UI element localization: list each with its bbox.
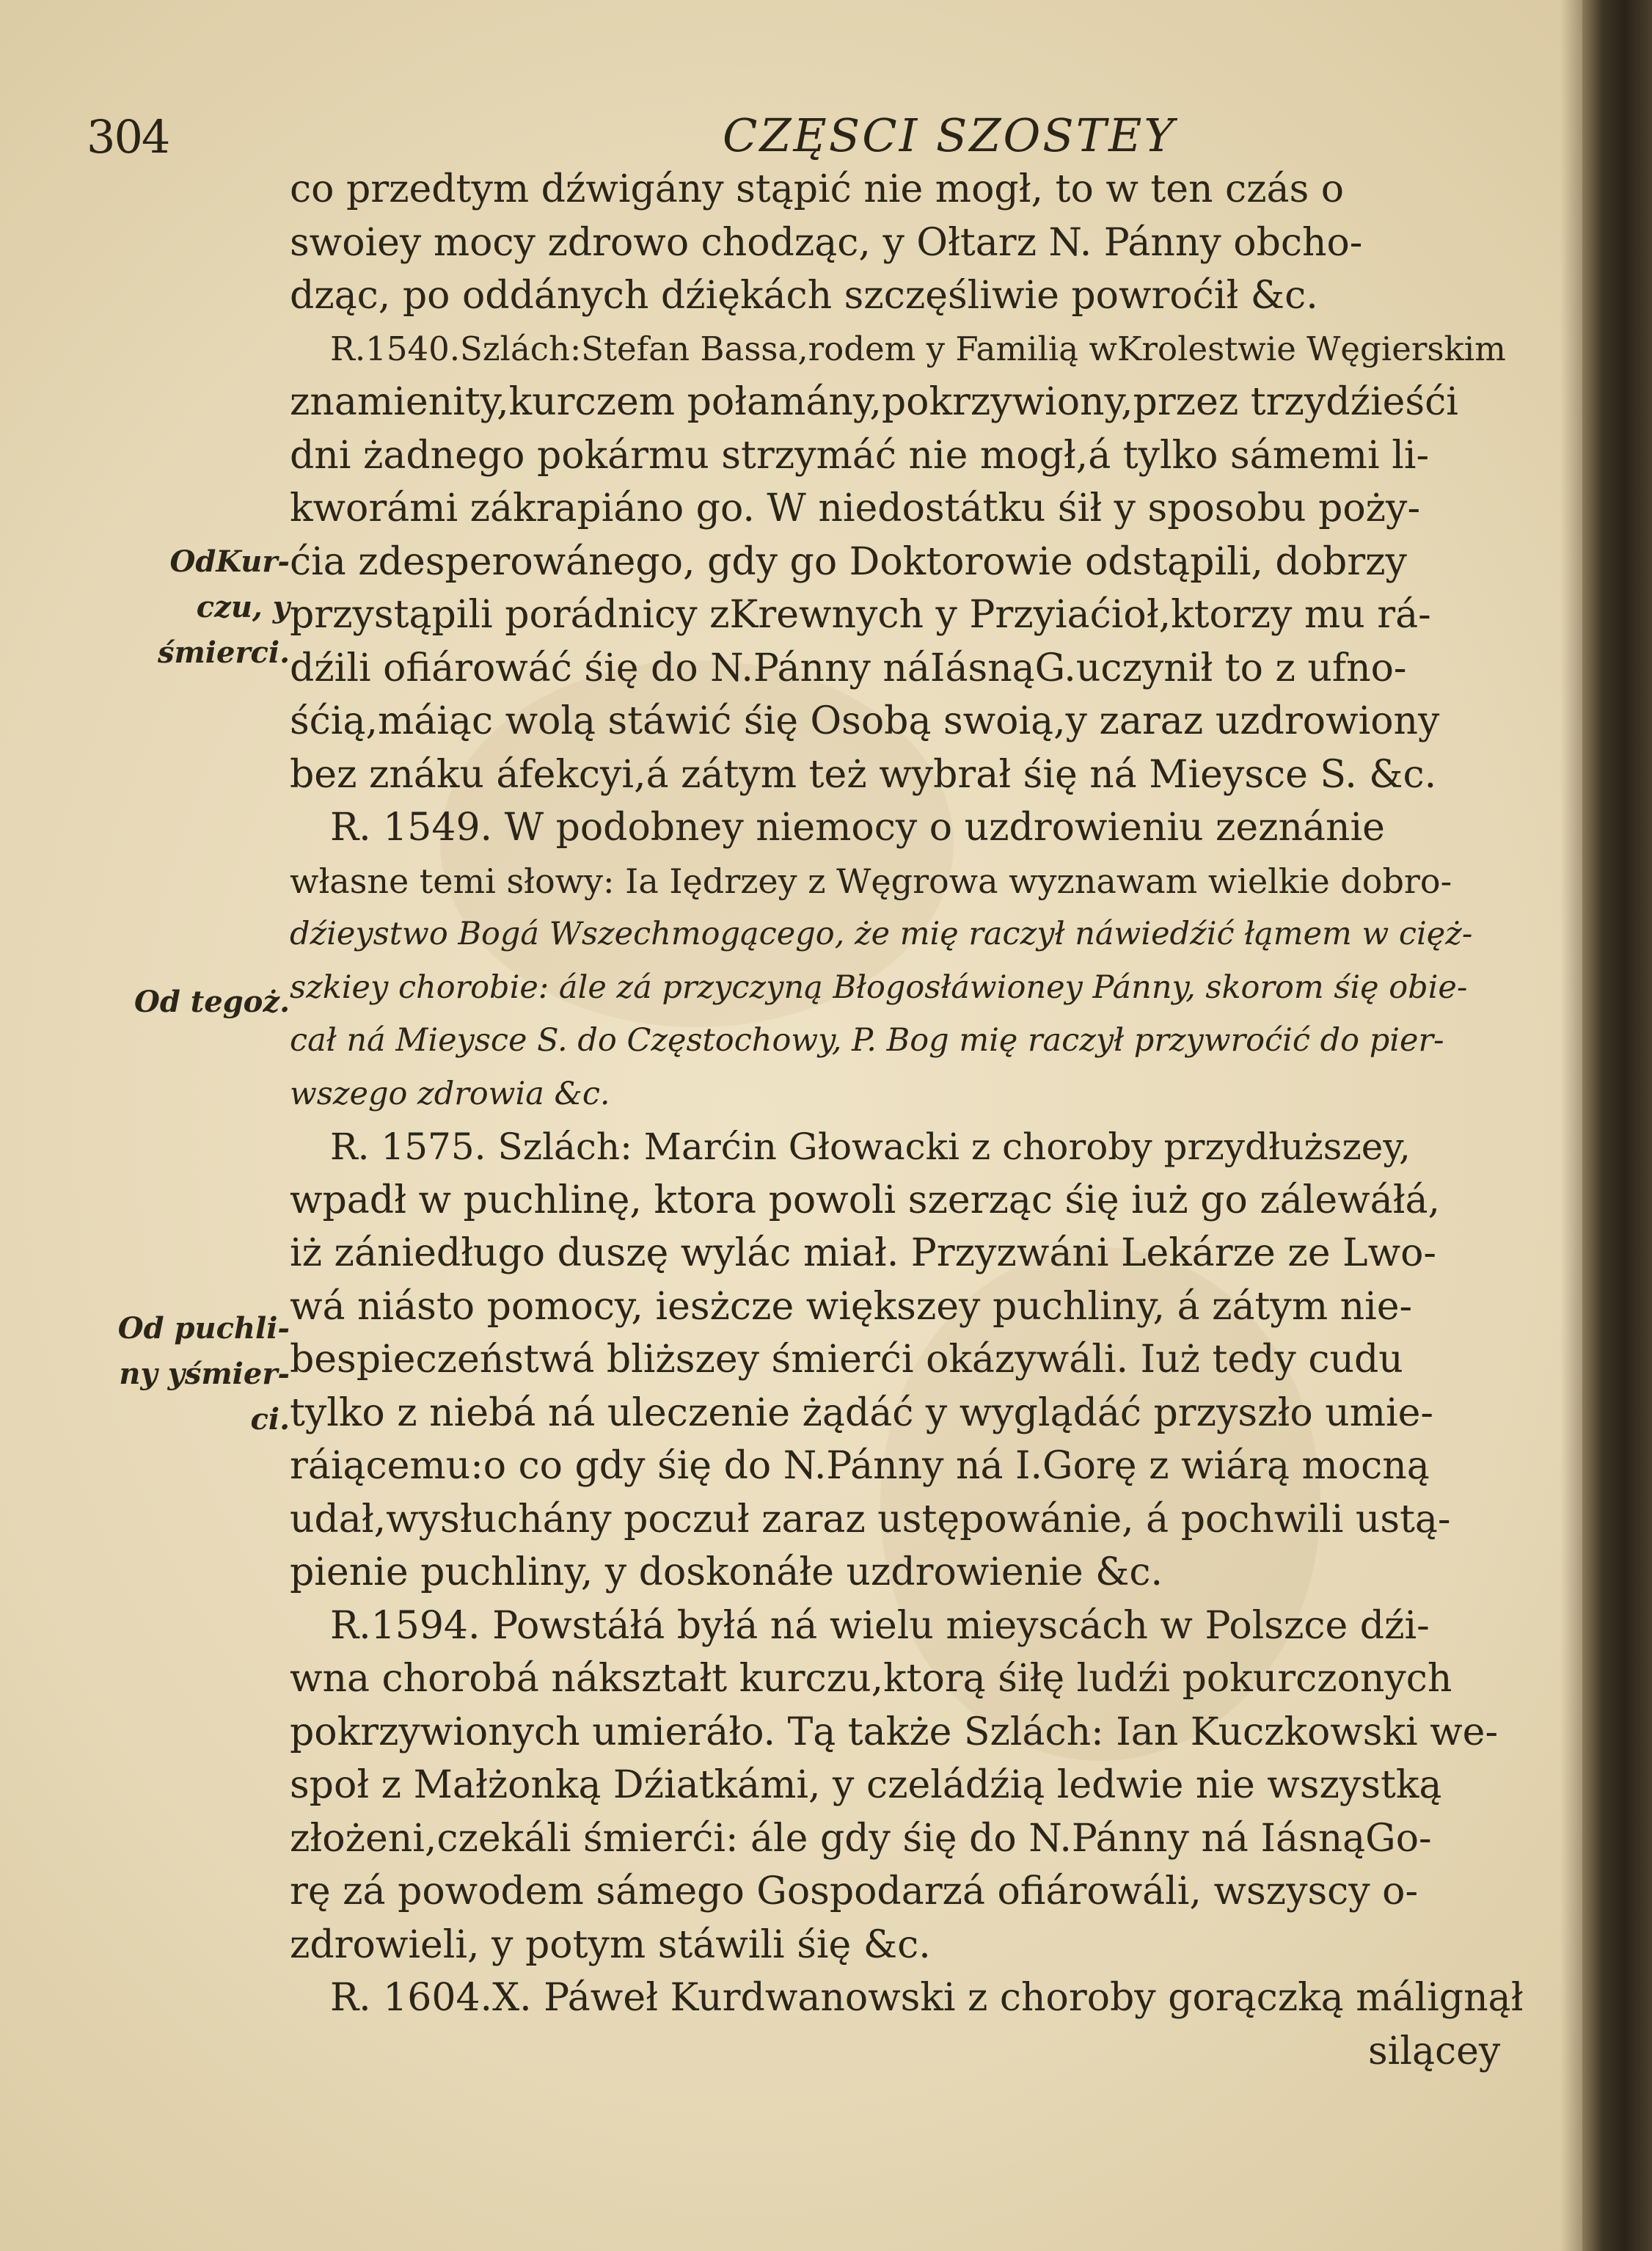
text-line: kworámi zákrapiáno go. W niedostátku śił y sposobu poży- (290, 486, 1421, 530)
page-number: 304 (87, 110, 169, 164)
text-line: śćią,máiąc wolą stáwić śię Osobą swoią,y zaraz uzdrowiony (290, 699, 1440, 743)
text-line: dźieystwo Bogá Wszechmogącego, że mię raczył náwiedźić łąmem w cięż- (290, 916, 1473, 952)
text-line: pokrzywionych umieráło. Tą także Szlách: Ian Kuczkowski we- (290, 1710, 1499, 1754)
text-line: R.1540.Szlách:Stefan Bassa,rodem y Familią wKrolestwie Węgierskim (330, 329, 1506, 368)
margin-note-line: śmierci. (157, 635, 290, 670)
text-line: ráiącemu:o co gdy śię do N.Pánny ná I.Gorę z wiárą mocną (290, 1444, 1430, 1488)
page-gutter-shadow (1560, 0, 1582, 2251)
text-line: swoiey mocy zdrowo chodząc, y Ołtarz N. Pánny obcho- (290, 220, 1363, 265)
text-line: dźili ofiárowáć śię do N.Pánny náIásnąG.uczynił to z ufno- (290, 646, 1407, 690)
text-line: ćia zdesperowánego, gdy go Doktorowie odstąpili, dobrzy (290, 539, 1407, 584)
text-line: dząc, po oddánych dźiękách szczęśliwie powroćił &c. (290, 274, 1318, 318)
text-line: R.1594. Powstáłá byłá ná wielu mieyscách w Polszce dźi- (330, 1603, 1430, 1648)
text-line: własne temi słowy: Ia Iędrzey z Węgrowa wyznawam wielkie dobro- (290, 861, 1452, 901)
margin-note-line: Od puchli- (117, 1311, 290, 1346)
text-line: znamienity,kurczem połamány,pokrzywiony,przez trzydźieśći (290, 380, 1458, 424)
text-line: dni żadnego pokármu strzymáć nie mogł,á tylko sámemi li- (290, 433, 1430, 478)
text-line: społ z Małżonką Dźiatkámi, y czeládźią ledwie nie wszystką (290, 1763, 1442, 1807)
margin-note-line: Od tegoż. (134, 985, 290, 1019)
text-line: szkiey chorobie: ále zá przyczyną Błogosłáwioney Pánny, skorom śię obie- (290, 968, 1468, 1006)
text-line: pienie puchliny, y doskonáłe uzdrowienie &c. (290, 1550, 1163, 1594)
margin-note (114, 979, 290, 1025)
text-line: R. 1575. Szlách: Marćin Głowacki z choroby przydłuższey, (330, 1126, 1411, 1168)
margin-note-line: ny yśmier- (119, 1357, 290, 1391)
text-line: tylko z niebá ná uleczenie żądáć y wyglądáć przyszło umie- (290, 1390, 1433, 1435)
text-line: złożeni,czekáli śmierći: ále gdy śię do N.Pánny ná IásnąGo- (290, 1816, 1432, 1861)
margin-note-line: OdKur- (169, 544, 290, 579)
margin-note (114, 1306, 290, 1442)
text-line: co przedtym dźwigány stąpić nie mogł, to w ten czás o (290, 167, 1345, 211)
text-line: cał ná Mieysce S. do Częstochowy, P. Bog mię raczył przywroćić do pier- (290, 1022, 1444, 1059)
text-line: rę zá powodem sámego Gospodarzá ofiárowáli, wszyscy o- (290, 1869, 1419, 1913)
text-line: iż zániedługo duszę wylác miał. Przyzwáni Lekárze ze Lwo- (290, 1231, 1436, 1275)
margin-note (114, 539, 290, 676)
text-line: wá niásto pomocy, iesżcze większey puchliny, á zátym nie- (290, 1284, 1413, 1329)
text-line: zdrowieli, y potym stáwili śię &c. (290, 1922, 931, 1967)
margin-note-line: ci. (250, 1402, 290, 1437)
text-line: bespieczeństwá bliższey śmierći okázywáli. Iuż tedy cudu (290, 1338, 1403, 1382)
text-line: bez znáku áfekcyi,á zátym też wybrał śię ná Mieysce S. &c. (290, 752, 1437, 797)
text-line: udał,wysłuchány poczuł zaraz ustępowánie, á pochwili ustą- (290, 1497, 1451, 1542)
text-line: przystąpili porádnicy zKrewnych y Przyiaćioł,ktorzy mu rá- (290, 593, 1431, 637)
text-line: R. 1549. W podobney niemocy o uzdrowieniu zeznánie (330, 806, 1385, 850)
running-head: CZĘSCI SZOSTEY (723, 109, 1177, 162)
body-text (290, 163, 1544, 2078)
text-line: wpadł w puchlinę, ktora powoli szerząc śię iuż go zálewáłá, (290, 1178, 1441, 1222)
text-line: wna chorobá nákształt kurczu,ktorą śiłę ludźi pokurczonych (290, 1657, 1452, 1701)
text-line: silącey (1368, 2029, 1501, 2073)
book-gutter (1582, 0, 1652, 2251)
text-line: R. 1604.X. Páweł Kurdwanowski z choroby gorączką málignął (330, 1976, 1524, 2020)
margin-note-line: czu, y (196, 590, 290, 624)
text-line: wszego zdrowia &c. (290, 1075, 610, 1112)
